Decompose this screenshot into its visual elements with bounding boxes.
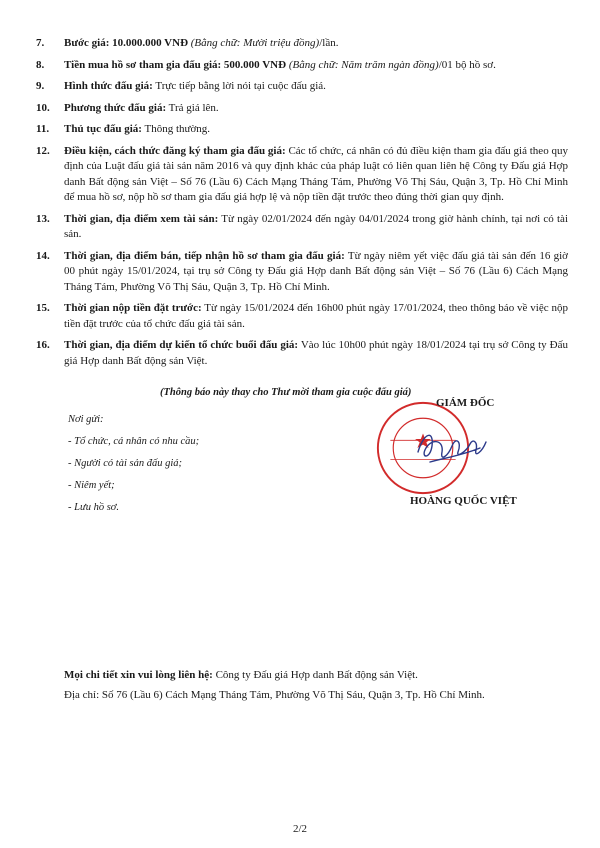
item-text: Từ ngày 15/01/2024 đến 16h00 phút ngày 17/01/2024, theo thông báo về việc nộp tiền đặt trước của tổ chức đấu giá tài sản. [64,302,568,330]
item-content [64,249,568,296]
item-text: Vào lúc 10h00 phút ngày 18/01/2024 tại trụ sở Công ty Đấu giá Hợp danh Bất động sản Việt. [64,339,568,367]
item-content [64,36,568,52]
item-number: 7. [36,37,45,49]
item-number: 15. [36,302,50,314]
list-item [36,122,568,138]
item-text: Trả giá lên. [166,101,219,114]
recipients-block [68,411,199,521]
item-label: Thời gian, địa điểm bán, tiếp nhận hồ sơ tham gia đấu giá: [64,249,345,262]
invitation-note: (Thông báo này thay cho Thư mời tham gia cuộc đấu giá) [160,387,412,398]
list-item [36,79,568,95]
item-italic-note: (Bằng chữ: Mười triệu đồng) [188,37,320,49]
list-item [36,58,568,74]
contact-text: Công ty Đấu giá Hợp danh Bất động sản Việt. [212,669,418,681]
item-label: Thời gian, địa điểm dự kiến tổ chức buổi đấu giá: [64,339,299,351]
item-number: 9. [36,80,45,92]
item-label: Phương thức đấu giá: [64,101,167,114]
item-text: Từ ngày niêm yết việc đấu giá tài sản đến 16 giờ 00 phút ngày 15/01/2024, tại trụ sở Công ty Đấu giá Hợp danh Bất động sản Việt – Số 76 (Lầu 6) Cách Mạng Tháng Tám, Phường Võ Thị Sáu, Quận 3, Tp. Hồ Chí Minh. [64,249,568,293]
item-number: 10. [36,101,50,114]
recipient-item: - Lưu hồ sơ. [68,502,120,513]
auction-items-list [36,36,568,375]
item-content [64,212,568,243]
item-content [64,58,568,74]
item-label: Thời gian, địa điểm xem tài sản: [64,212,219,225]
item-number: 11. [36,123,50,135]
director-signature [410,412,490,482]
list-item [36,101,568,117]
item-number: 12. [36,144,50,157]
item-text: Từ ngày 02/01/2024 đến ngày 04/01/2024 trong giờ hành chính, tại nơi có tài sản. [64,212,569,240]
item-number: 16. [36,339,50,351]
page-number: 2/2 [292,823,308,835]
item-text: /lần. [319,37,339,49]
item-label: Thủ tục đấu giá: [64,123,142,135]
list-item [36,36,568,52]
signer-name: HOÀNG QUỐC VIỆT [410,495,517,507]
recipient-item: - Người có tài sản đấu giá; [68,458,182,469]
item-content [64,144,568,206]
item-text: Thông thường. [141,123,211,135]
contact-label: Mọi chi tiết xin vui lòng liên hệ: [64,669,213,681]
item-label: Thời gian nộp tiền đặt trước: [64,302,202,314]
list-item [36,301,568,332]
item-text: Các tổ chức, cá nhân có đủ điều kiện tham gia đấu giá theo quy định của Luật đấu giá tài sản năm 2016 và quy định khác của pháp luật có liên quan liên hệ Công ty Đấu giá Hợp danh Bất động sản Việt – Số 76 (Lầu 6) Cách Mạng Tháng Tám, Phường Võ Thị Sáu, Quận 3, Tp. Hồ Chí Minh để mua hồ sơ, nộp hồ sơ tham gia đấu giá hợp lệ và nộp tiền đặt trước theo đúng thời gian quy định. [64,144,568,203]
recipient-item: - Niêm yết; [68,480,115,491]
item-label: Điều kiện, cách thức đăng ký tham gia đấu giá: [64,144,286,157]
list-item [36,249,568,296]
item-number: 13. [36,212,50,225]
item-label: Bước giá: 10.000.000 VNĐ [64,37,189,49]
item-number: 8. [36,58,45,71]
item-text: Trực tiếp bằng lời nói tại cuộc đấu giá. [152,80,326,92]
item-content [64,301,568,332]
item-number: 14. [36,249,50,262]
recipients-title: Nơi gửi: [68,414,104,425]
item-content [64,338,568,369]
contact-line [64,668,568,683]
item-content [64,122,568,138]
item-label: Tiền mua hồ sơ tham gia đấu giá: 500.000 VNĐ [64,58,287,71]
signer-title: GIÁM ĐỐC [436,397,495,409]
recipient-item: - Tổ chức, cá nhân có nhu cầu; [68,436,200,447]
list-item [36,144,568,206]
item-content [64,101,568,117]
contact-address: Địa chỉ: Số 76 (Lầu 6) Cách Mạng Tháng Tám, Phường Võ Thị Sáu, Quận 3, Tp. Hồ Chí Minh. [64,689,485,701]
item-italic-note: (Bằng chữ: Năm trăm ngàn đồng) [286,58,439,71]
item-content [64,79,568,95]
item-text: /01 bộ hồ sơ. [438,58,496,71]
item-label: Hình thức đấu giá: [64,80,153,92]
list-item [36,338,568,369]
list-item [36,212,568,243]
